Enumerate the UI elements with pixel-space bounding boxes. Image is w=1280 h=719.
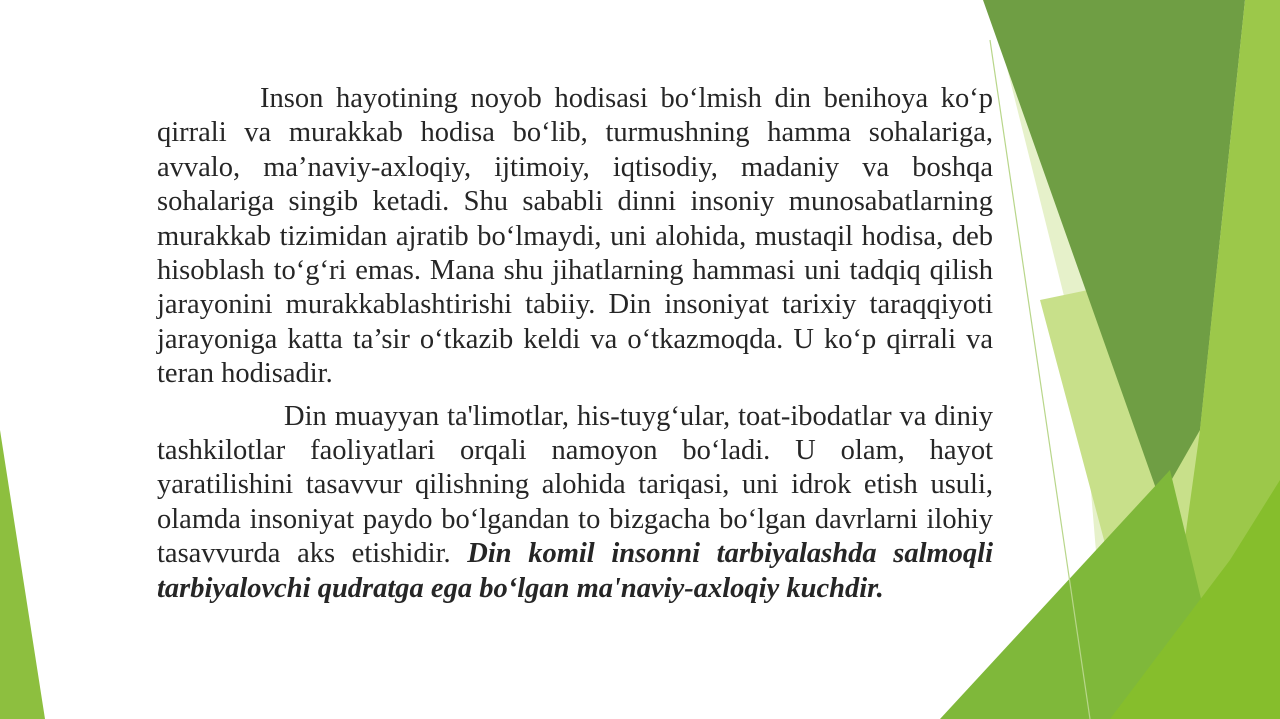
slide-text — [157, 82, 993, 606]
paragraph-1: Inson hayotining noyob hodisasi bo‘lmish din benihoya ko‘p qirrali va murakkab hodisa bo‘lib, turmushning hamma sohalariga, avvalo, ma’naviy-axloqiy, ijtimoiy, iqtisodiy, madaniy va boshqa sohalariga singib ketadi. Shu sababli dinni insoniy munosabatlarning murakkab tizimidan ajratib bo‘lmaydi, uni alohida, mustaqil hodisa, deb hisoblash to‘g‘ri emas. Mana shu jihatlarning hammasi uni tadqiq qilish jarayonini murakkablashtirishi tabiiy. Din insoniyat tarixiy taraqqiyoti jarayoniga katta ta’sir o‘tkazib keldi va o‘tkazmoqda. U ko‘p qirrali va teran hodisadir. — [157, 83, 993, 390]
paragraph-2 — [157, 400, 993, 606]
paragraph-2-text: Din muayyan ta'limotlar, his-tuyg‘ular, toat-ibodatlar va diniy tashkilotlar faoliyatlari orqali namoyon bo‘ladi. U olam, hayot yaratilishini tasavvur qilishning alohida tariqasi, uni idrok etish usuli, olamda insoniyat paydo bo‘lgandan to bizgacha bo‘lgan davrlarni ilohiy tasavvurda aks etishidir. — [157, 400, 993, 570]
paragraph-2-emphasis: Din komil insonni tarbiyalashda salmoqli tarbiyalovchi qudratga ega bo‘lgan ma'naviy-axloqiy kuchdir. — [157, 538, 993, 604]
left-green-sliver — [0, 430, 45, 719]
